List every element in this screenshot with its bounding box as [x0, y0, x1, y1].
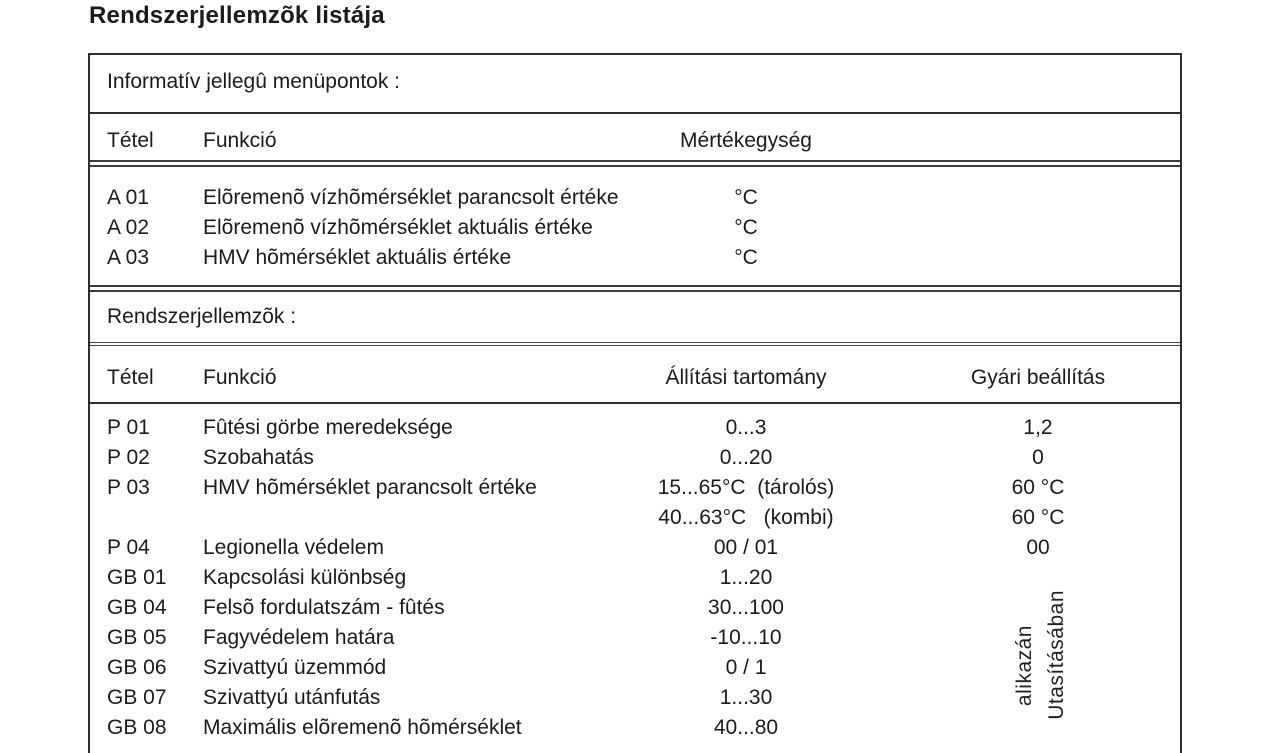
table1-header-row [90, 114, 1180, 160]
row-unit: °C [734, 216, 758, 239]
table2-header-function: Funkció [203, 366, 277, 389]
row-code: A 01 [107, 186, 150, 209]
row-function: Kapcsolási különbség [203, 566, 407, 589]
row-factory [945, 653, 1131, 683]
section-system-label: Rendszerjellemzõk : [107, 305, 297, 328]
row-code: P 03 [107, 476, 150, 499]
row-factory: 60 °C [1011, 476, 1065, 499]
table-row [90, 413, 1180, 443]
table-row [90, 183, 1180, 213]
row-function: Legionella védelem [203, 536, 384, 559]
row-function: Elõremenõ vízhõmérséklet aktuális értéke [203, 216, 593, 239]
row-function: Maximális elõremenõ hõmérséklet [203, 716, 522, 739]
row-code [107, 503, 203, 533]
table2-header-range: Állítási tartomány [665, 366, 827, 389]
rotated-note-line1: alikazán [1013, 625, 1036, 707]
row-factory: 60 °C [1011, 506, 1065, 529]
row-factory [945, 623, 1131, 653]
table1-header-item: Tétel [107, 129, 154, 152]
table1-header-function: Funkció [203, 129, 277, 152]
row-code: GB 07 [107, 686, 167, 709]
section-informative-label: Informatív jellegû menüpontok : [107, 70, 400, 93]
table-row [90, 443, 1180, 473]
table2-header-row [90, 346, 1180, 402]
table-row [90, 563, 1180, 593]
row-range: 0...3 [725, 416, 767, 439]
row-function: Szobahatás [203, 446, 314, 469]
row-function: HMV hõmérséklet parancsolt értéke [203, 476, 537, 499]
row-code: P 01 [107, 416, 150, 439]
row-code: GB 01 [107, 566, 167, 589]
row-factory: 1,2 [1023, 416, 1053, 439]
row-range: 1...30 [719, 686, 773, 709]
table-row [90, 473, 1180, 503]
row-code: A 02 [107, 216, 150, 239]
row-range: 15...65°C (tárolós) [657, 476, 835, 499]
row-factory [945, 713, 1131, 743]
row-code: GB 06 [107, 656, 167, 679]
row-function: Szivattyú utánfutás [203, 686, 381, 709]
row-range: 1...20 [719, 566, 773, 589]
row-factory [945, 683, 1131, 713]
row-function [203, 503, 643, 533]
row-unit: °C [734, 186, 758, 209]
page-title: Rendszerjellemzõk listája [89, 2, 385, 29]
row-function: Fagyvédelem határa [203, 626, 395, 649]
row-range: 40...63°C (kombi) [658, 506, 834, 529]
double-divider [90, 160, 1180, 167]
table2-header-factory: Gyári beállítás [970, 366, 1106, 389]
row-code: P 04 [107, 536, 150, 559]
table1-rows [90, 167, 1180, 285]
row-function: HMV hõmérséklet aktuális értéke [203, 246, 512, 269]
table-row-continuation [90, 503, 1180, 533]
row-factory: 00 [1026, 536, 1050, 559]
table-row [90, 243, 1180, 273]
table1-header-unit: Mértékegység [680, 129, 812, 152]
table-row [90, 213, 1180, 243]
row-function: Fûtési görbe meredeksége [203, 416, 453, 439]
row-code: GB 08 [107, 716, 167, 739]
row-range: 40...80 [713, 716, 779, 739]
row-range: 0...20 [719, 446, 773, 469]
table-row [90, 713, 1180, 743]
table-row [90, 533, 1180, 563]
row-unit: °C [734, 246, 758, 269]
rotated-note-line2: Utasításában [1045, 590, 1068, 720]
row-factory [945, 593, 1131, 623]
row-factory [945, 563, 1131, 593]
row-code: A 03 [107, 246, 150, 269]
double-divider [90, 285, 1180, 292]
row-range: 0 / 1 [725, 656, 767, 679]
row-range: 00 / 01 [713, 536, 779, 559]
table-row [90, 593, 1180, 623]
table2-header-item: Tétel [107, 366, 154, 389]
row-function: Szivattyú üzemmód [203, 656, 387, 679]
row-range: -10...10 [710, 626, 782, 649]
row-factory: 0 [1032, 446, 1044, 469]
row-range: 30...100 [708, 596, 784, 619]
row-code: P 02 [107, 446, 150, 469]
row-code: GB 05 [107, 626, 167, 649]
row-function: Felsõ fordulatszám - fûtés [203, 596, 445, 619]
row-function: Elõremenõ vízhõmérséklet parancsolt értéke [203, 186, 619, 209]
row-code: GB 04 [107, 596, 167, 619]
